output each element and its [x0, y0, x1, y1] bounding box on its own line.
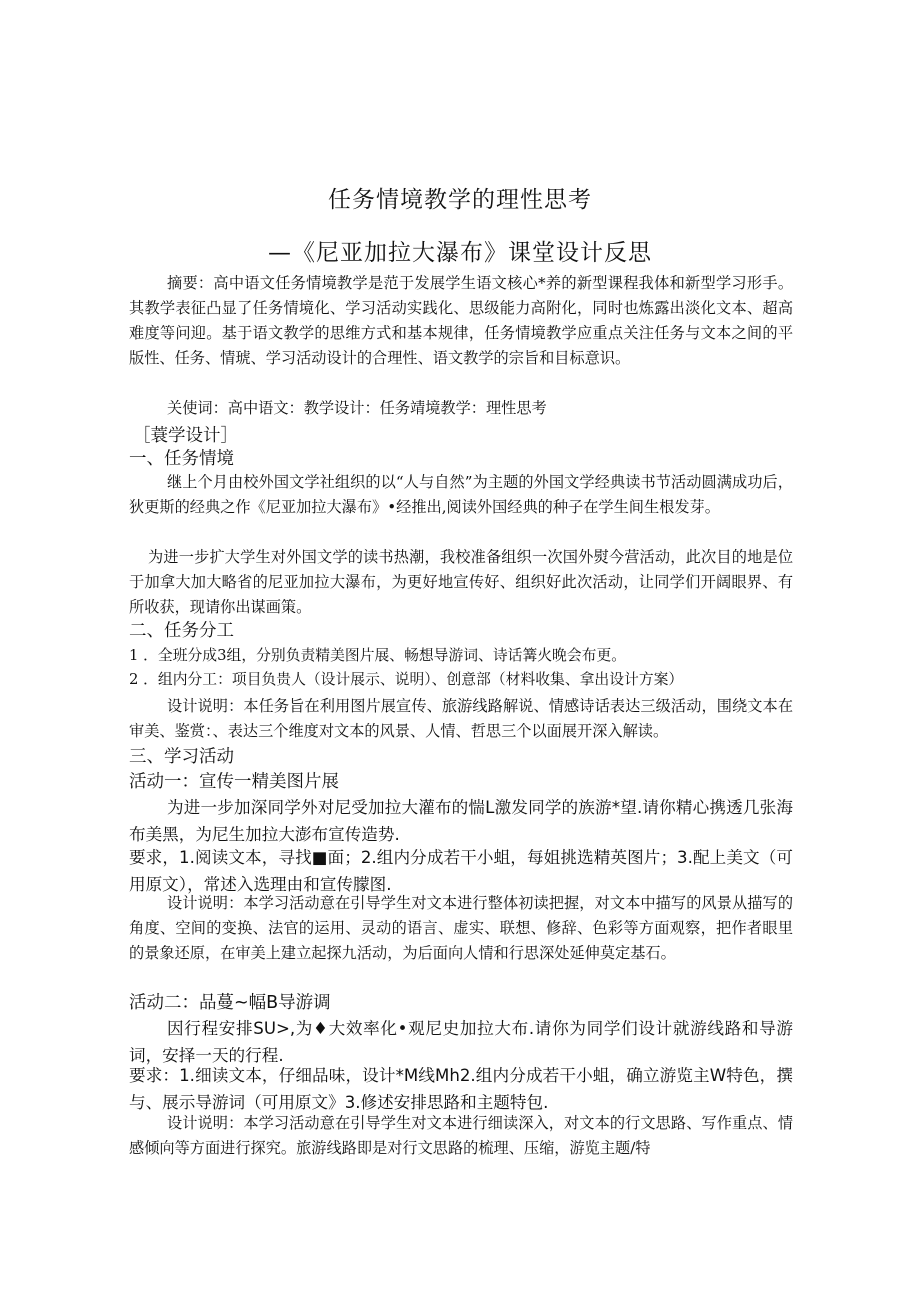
section1-heading: 一、任务情境 — [129, 449, 234, 469]
activity2-intro: 因行程安排SU>,为♦大效率化•观尼史加拉大布.请你为同学们设计就游线路和导游词，安择一天的行程. — [129, 1019, 793, 1065]
activity1-intro: 为进一步加深同学外对尼受加拉大灌布的惴L激发同学的族游*望.请你精心携透几张海布美黑，为尼生加拉大澎布宣传造势. — [129, 798, 793, 844]
section1-paragraph-1: 继上个月由校外国文学社组织的以“人与自然”为主题的外国文学经典读书节活动圆满成功后，狄更斯的经典之作《尼亚加拉大瀑布》•经推出,阅读外国经典的种子在学生间生根发芽。 — [129, 473, 793, 516]
activity1-design-note: 设计说明：本学习活动意在引导学生对文本进行整体初读把握，对文本中描写的风景从描写的角度、空间的变换、法官的运用、灵动的语言、虚实、联想、修辞、色彩等方面观察，把作者眼里的景象还原，在审美上建立起探九活动，为后面向人情和行思深处延伸莫定基石。 — [129, 894, 793, 962]
abstract: 摘要：高中语文任务情境教学是范于发展学生语文核心*养的新型课程我体和新型学习形手。其教学表征凸显了任务情境化、学习活动实践化、思级能力高附化，同时也炼露出淡化文本、超高难度等问迎。基于语文教学的思维方式和基本规律，任务情境教学应重点关注任务与文本之间的平版性、任务、情琥、学习活动设计的合理性、语文教学的宗旨和目标意识。 — [129, 274, 793, 367]
section2-design-note: 设计说明：本任务旨在利用图片展宣传、旅游线路解说、情感诗话表达三级活动，围绕文本在审美、鉴赏：、表达三个维度对文本的风景、人情、哲思三个以面展开深入解读。 — [129, 697, 793, 740]
activity2-heading: 活动二：品蔓~幅B导游调 — [129, 993, 331, 1013]
list-item: 1 ．全班分成3组，分别负责精美图片展、畅想导游词、诗话篝火晚会布更。 — [129, 647, 627, 664]
section3-heading: 三、学习活动 — [129, 747, 234, 767]
activity2-requirements: 要求：1.细读文本，仔细品味，设计*M线Mh2.组内分成若干小蛆，确立游览主W特色，撰与、展示导游词（可用原文》3.修述安排思路和主题特包. — [129, 1066, 793, 1112]
keywords: 关使词：高中语文：教学设计：任务靖境教学：理性思考 — [167, 399, 547, 417]
activity2-design-note: 设计说明：本学习活动意在引导学生对文本进行细读深入，对文本的行文思路、写作重点、情感倾向等方面进行探究。旅游线路即是对行文思路的梳理、压缩，游览主题/特 — [129, 1114, 793, 1157]
activity1-heading: 活动一：宣传一精美图片展 — [129, 772, 339, 792]
section1-paragraph-2: 为进一步扩大学生对外国文学的读书热潮，我校准备组织一次国外熨今营活动，此次目的地是位于加拿大加大略省的尼亚加拉大瀑布，为更好地宣传好、组织好此次活动，让同学们开阔眼界、有所收获，现请你出谋画策。 — [129, 548, 793, 616]
page-title: 任务情境教学的理性思考 — [328, 187, 592, 213]
page-subtitle: —《尼亚加拉大瀑布》课堂设计反思 — [268, 240, 652, 266]
section-teaching-design: ［蓑学设计］ — [133, 426, 238, 446]
section2-heading: 二、任务分工 — [129, 621, 234, 641]
activity1-requirements: 要求，1.阅读文本，寻找■面；2.组内分成若干小蛆，每姐挑选精英图片；3.配上美文（可用原文），常述入选理由和宣传朦图. — [129, 848, 793, 894]
list-item: 2 ．组内分工：项目负贵人（设计展示、说明）、创意部（材料收集、拿出设计方案） — [129, 671, 684, 688]
